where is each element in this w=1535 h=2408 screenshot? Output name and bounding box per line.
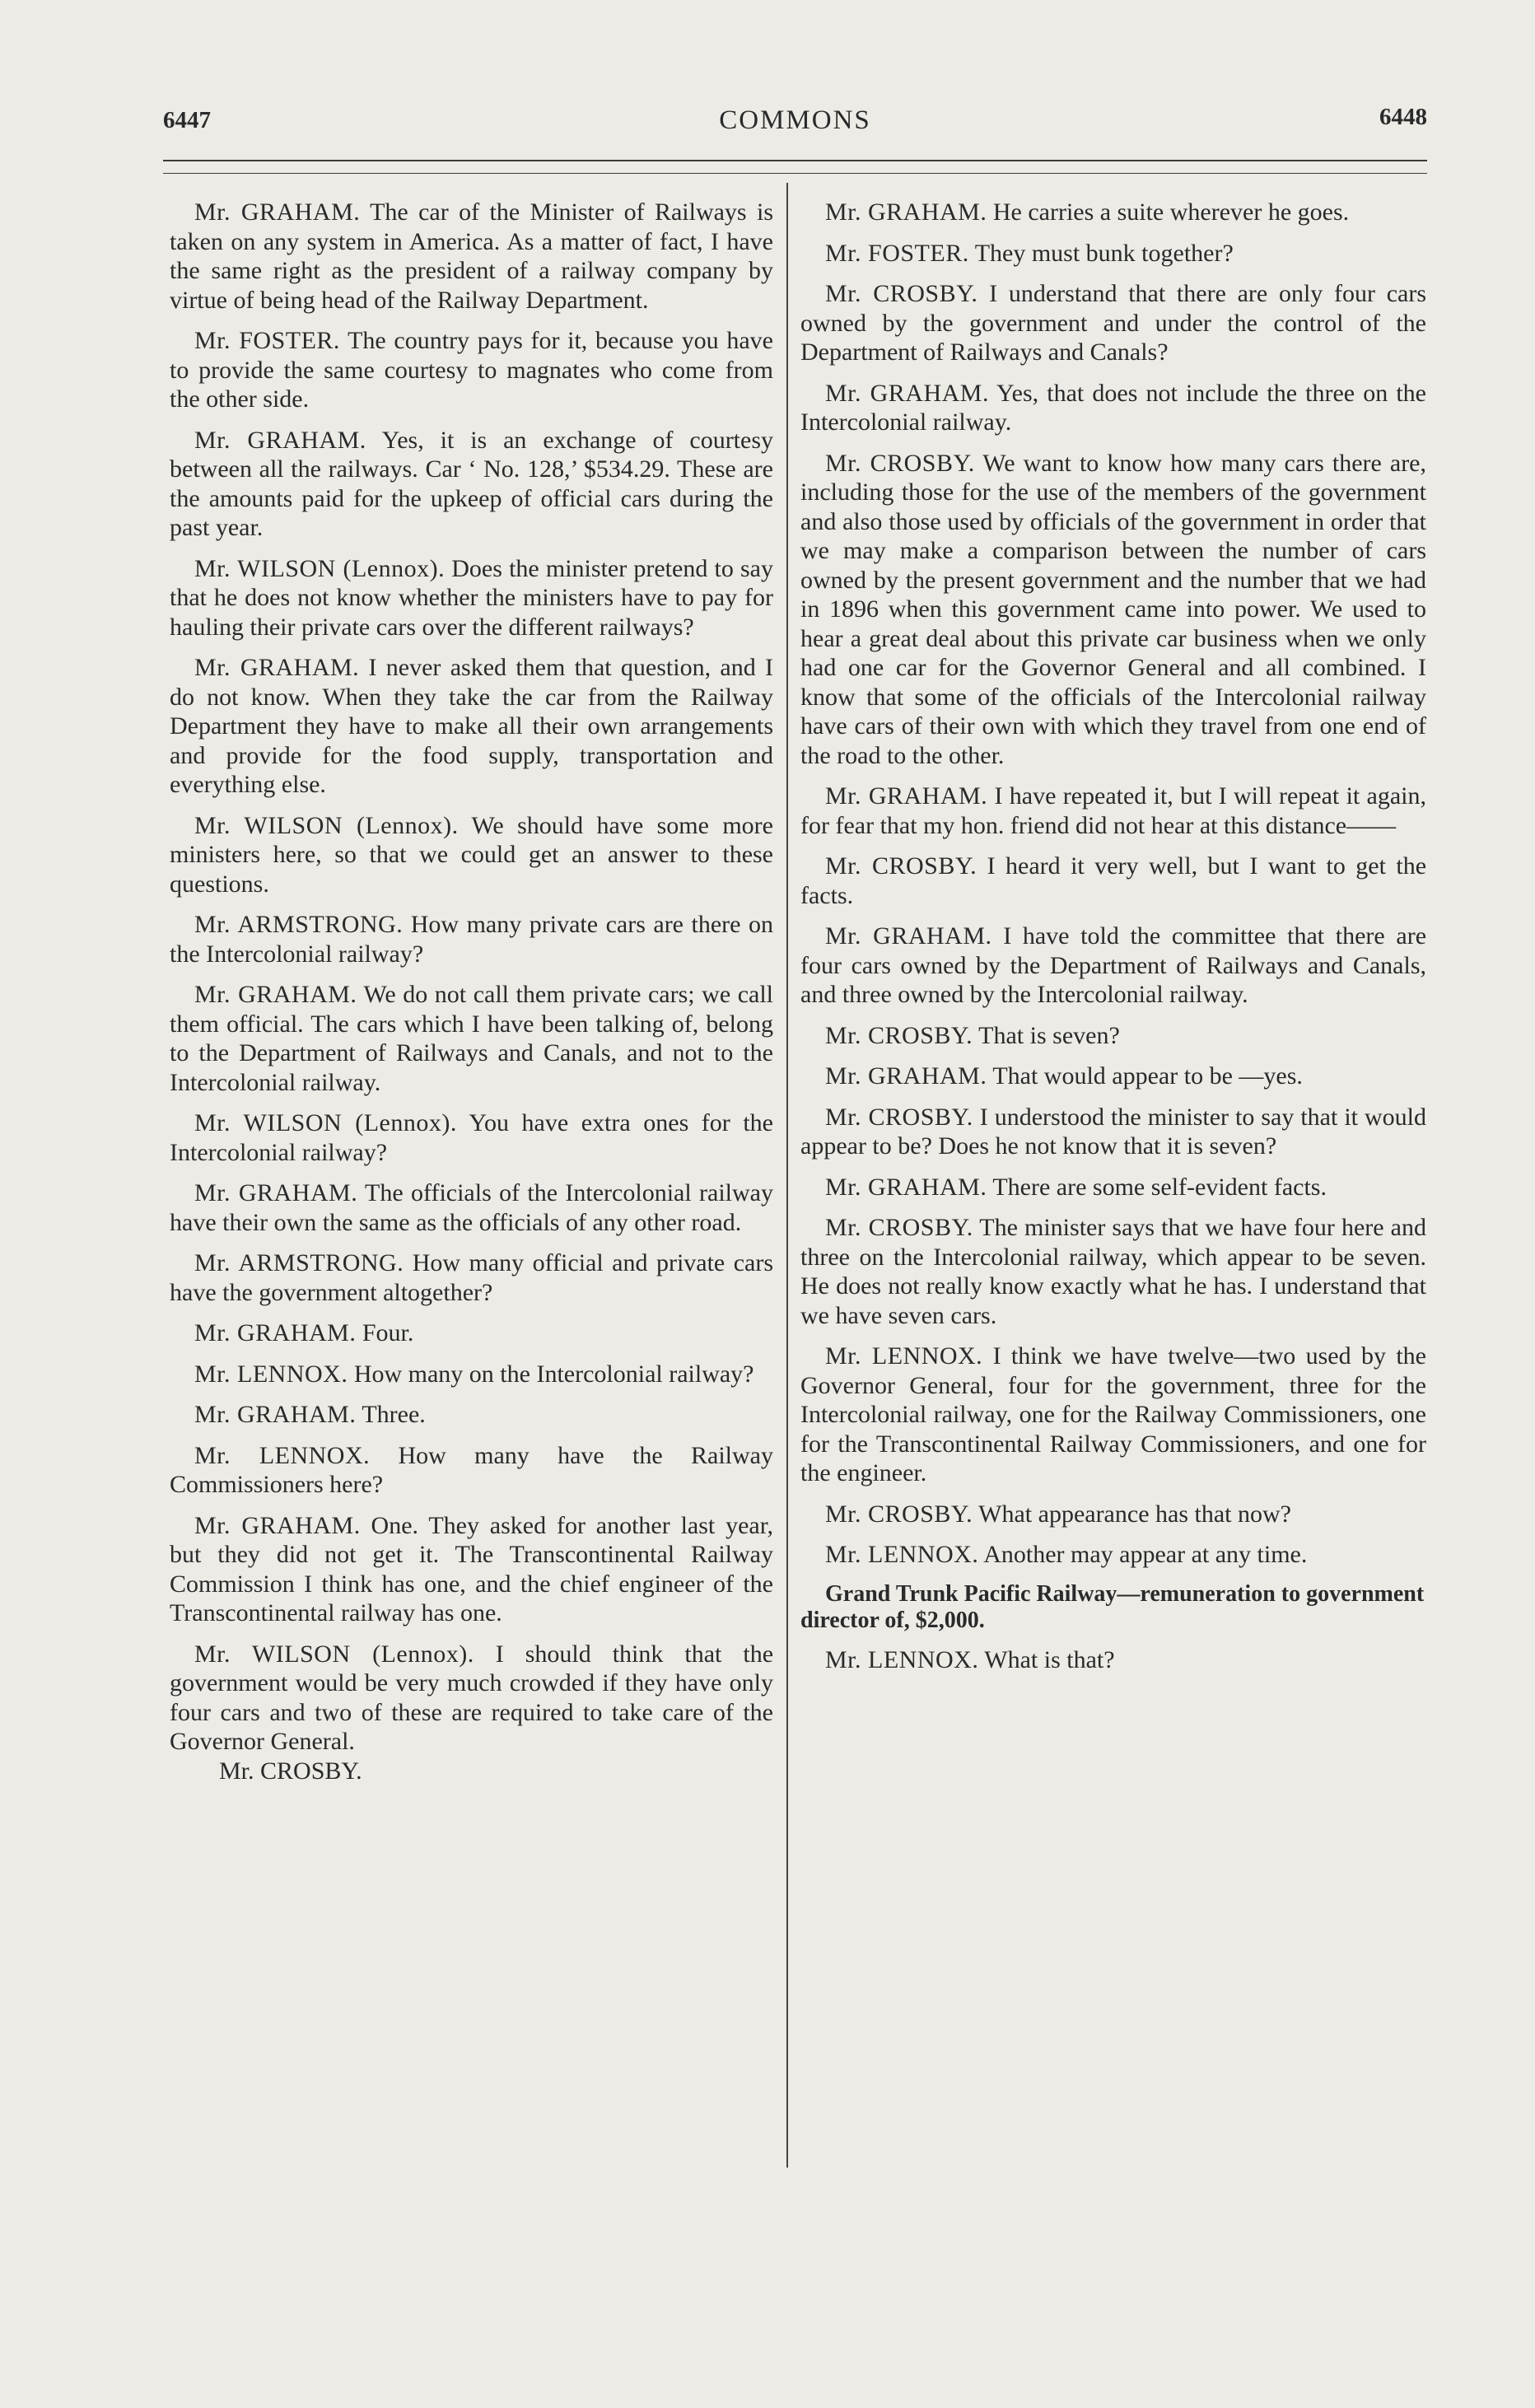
- speaker-name: Mr. GRAHAM.: [194, 981, 357, 1008]
- speech-paragraph: [170, 980, 773, 1097]
- speaker-name: Mr. GRAHAM.: [825, 1173, 987, 1201]
- speech-paragraph: [170, 426, 773, 543]
- speech-paragraph: [170, 811, 773, 899]
- speech-text: We want to know how many cars there are, including those for the use of the members of the government and also those used by officials of the government in order that we may make a comparison between the number of cars owned by the present government and the number that we had in 1896 when this government came into power. We used to hear a great deal about this private car business when we only had one car for the Governor General and all combined. I know that some of the officials of the Intercolonial railway have cars of their own with which they travel from one end of the road to the other.: [800, 449, 1427, 769]
- speech-paragraph: [800, 1173, 1426, 1202]
- speech-paragraph: [800, 1342, 1426, 1488]
- speech-text: I think we have twelve—two used by the Governor General, four for the government, three for the Intercolonial railway, one for the Railway Commissioners, one for the Transcontinental Railway Commissioners, and one for the engineer.: [800, 1342, 1426, 1486]
- speech-paragraph: [170, 1511, 773, 1628]
- speech-paragraph: [800, 782, 1426, 840]
- speaker-name: Mr. LENNOX.: [825, 1342, 983, 1370]
- speech-paragraph: [800, 279, 1426, 367]
- speaker-name: Mr. CROSBY.: [825, 1103, 973, 1131]
- speaker-name: Mr. ARMSTRONG.: [194, 1249, 404, 1276]
- speech-text: How many official and private cars have the government altogether?: [170, 1249, 774, 1306]
- speaker-name: Mr. CROSBY.: [825, 1500, 973, 1528]
- speech-paragraph: [170, 1178, 773, 1237]
- speech-text: What is that?: [984, 1645, 1115, 1673]
- speech-paragraph: [800, 379, 1426, 437]
- section-heading: Grand Trunk Pacific Railway—remuneration to government director of, $2,000.: [800, 1580, 1425, 1633]
- speech-text: What appearance has that now?: [978, 1500, 1291, 1528]
- right-page-number: 6448: [1379, 104, 1427, 130]
- speech-text: How many private cars are there on the Intercolonial railway?: [170, 911, 773, 968]
- speech-text: I have repeated it, but I will repeat it again, for fear that my hon. friend did not hear at this distance——: [800, 782, 1427, 839]
- speech-text: The car of the Minister of Railways is taken on any system in America. As a matter of fact, I have the same right as the president of a railway company by virtue of being head of the Railway Department.: [170, 198, 773, 314]
- speech-paragraph: [800, 1645, 1426, 1675]
- speaker-name: Mr. GRAHAM.: [194, 1401, 357, 1428]
- speech-text: The country pays for it, because you have to provide the same courtesy to magnates who come from the other side.: [170, 327, 773, 413]
- speaker-name: Mr. FOSTER.: [194, 327, 340, 354]
- speech-text: I understand that there are only four cars owned by the government and under the control of the Department of Railways and Canals?: [800, 280, 1427, 366]
- header-rule-secondary: [163, 173, 1427, 174]
- page-title: COMMONS: [719, 105, 871, 135]
- speaker-name: Mr. LENNOX.: [194, 1360, 348, 1388]
- speech-text: We should have some more ministers here, so that we could get an answer to these questions.: [170, 811, 773, 898]
- speech-text: How many have the Railway Commissioners here?: [170, 1441, 773, 1498]
- speaker-name: Mr. GRAHAM.: [825, 198, 987, 226]
- speech-text: I have told the committee that there are four cars owned by the Department of Railways and Canals, and three owned by the Intercolonial railway.: [800, 922, 1427, 1008]
- page-header: [163, 97, 1427, 138]
- speech-text: How many on the Intercolonial railway?: [353, 1360, 754, 1388]
- speaker-name: Mr. GRAHAM.: [825, 922, 992, 950]
- speaker-name: Mr. GRAHAM.: [825, 379, 989, 407]
- speech-paragraph: [170, 1400, 773, 1430]
- speaker-name: Mr. WILSON (Lennox).: [194, 1640, 474, 1668]
- right-column: [800, 198, 1426, 1686]
- speaker-name: Mr. CROSBY.: [825, 280, 978, 307]
- speech-text: They must bunk together?: [974, 239, 1234, 267]
- speech-paragraph: [170, 326, 773, 414]
- speech-text: The officials of the Intercolonial railway have their own the same as the officials of any other road.: [170, 1179, 773, 1236]
- column-divider: [786, 183, 788, 2168]
- speech-paragraph: [170, 1318, 773, 1348]
- speech-text: The minister says that we have four here and three on the Intercolonial railway, which appear to be seven. He does not really know exactly what he has. I understand that we have seven cars.: [800, 1214, 1426, 1329]
- speech-paragraph: [170, 653, 773, 800]
- speech-paragraph: [170, 1360, 773, 1389]
- speech-paragraph: [170, 1108, 773, 1167]
- speaker-name: Mr. ARMSTRONG.: [194, 911, 404, 938]
- speech-paragraph: [170, 1248, 773, 1307]
- speech-paragraph: [800, 852, 1426, 910]
- left-column: [170, 198, 773, 1785]
- speaker-name: Mr. CROSBY.: [825, 852, 977, 880]
- speaker-name: Mr. LENNOX.: [825, 1541, 979, 1568]
- speech-paragraph: [800, 1500, 1426, 1529]
- speech-text: That is seven?: [978, 1021, 1120, 1049]
- speech-paragraph: [170, 910, 773, 968]
- trailing-speaker-name: Mr. CROSBY.: [219, 1757, 362, 1785]
- speech-text: He carries a suite wherever he goes.: [992, 198, 1350, 226]
- speech-paragraph: [800, 1213, 1426, 1330]
- speech-paragraph: [170, 1640, 773, 1757]
- speaker-name: Mr. GRAHAM.: [194, 654, 360, 681]
- speech-text: I never asked them that question, and I do not know. When they take the car from the Railway Department they have to make all their own arrangements and provide for the food supply, transportation and everything else.: [170, 654, 774, 798]
- speech-text: Does the minister pretend to say that he does not know whether the ministers have to pay for hauling their private cars over the different railways?: [170, 554, 773, 641]
- speech-paragraph: [800, 239, 1426, 268]
- speech-paragraph: [800, 1021, 1426, 1051]
- speaker-name: Mr. WILSON (Lennox).: [194, 1109, 457, 1136]
- speaker-name: Mr. LENNOX.: [825, 1645, 979, 1673]
- speech-text: I understood the minister to say that it would appear to be? Does he not know that it is seven?: [800, 1103, 1427, 1160]
- speech-text: I should think that the government would be very much crowded if they have only four cars and two of these are required to take care of the Governor General.: [170, 1640, 774, 1755]
- speaker-name: Mr. GRAHAM.: [194, 1511, 361, 1539]
- speaker-name: Mr. GRAHAM.: [194, 198, 361, 226]
- speech-paragraph: [800, 449, 1426, 771]
- speech-paragraph: [800, 1103, 1426, 1161]
- speaker-name: Mr. WILSON (Lennox).: [194, 554, 446, 582]
- speech-text: That would appear to be —yes.: [992, 1062, 1303, 1090]
- left-page-number: 6447: [163, 107, 211, 133]
- speech-paragraph: [170, 554, 773, 642]
- speech-paragraph: [800, 922, 1426, 1010]
- speaker-name: Mr. FOSTER.: [825, 239, 969, 267]
- speech-text: There are some self-evident facts.: [992, 1173, 1327, 1201]
- speech-paragraph: [170, 198, 773, 315]
- speech-paragraph: [800, 1540, 1426, 1570]
- speech-paragraph: [800, 1062, 1426, 1091]
- speech-text: Another may appear at any time.: [983, 1541, 1308, 1568]
- speech-text: I heard it very well, but I want to get the facts.: [800, 852, 1427, 909]
- speaker-name: Mr. WILSON (Lennox).: [194, 811, 459, 839]
- speech-paragraph: [170, 1441, 773, 1500]
- speaker-name: Mr. GRAHAM.: [194, 426, 366, 454]
- speaker-name: Mr. GRAHAM.: [194, 1319, 357, 1346]
- speech-text: You have extra ones for the Intercolonial railway?: [170, 1109, 773, 1166]
- speaker-name: Mr. CROSBY.: [825, 1021, 973, 1049]
- speech-paragraph: [800, 198, 1426, 227]
- speech-text: Yes, that does not include the three on the Intercolonial railway.: [800, 379, 1426, 436]
- speech-text: One. They asked for another last year, but they did not get it. The Transcontinental Railway Commission I think has one, and the chief engineer of the Transcontinental railway has one.: [170, 1511, 773, 1626]
- speaker-name: Mr. CROSBY.: [825, 449, 975, 477]
- speaker-name: Mr. GRAHAM.: [194, 1179, 358, 1206]
- speech-text: We do not call them private cars; we call them official. The cars which I have been talking of, belong to the Department of Railways and Canals, and not to the Intercolonial railway.: [170, 981, 773, 1096]
- header-rule: [163, 160, 1427, 161]
- speaker-name: Mr. GRAHAM.: [825, 1062, 987, 1090]
- speaker-name: Mr. GRAHAM.: [825, 782, 988, 810]
- speaker-name: Mr. CROSBY.: [825, 1214, 973, 1241]
- speaker-name: Mr. LENNOX.: [194, 1441, 371, 1469]
- speech-text: Yes, it is an exchange of courtesy between all the railways. Car ‘ No. 128,’ $534.29. These are the amounts paid for the upkeep of official cars during the past year.: [170, 426, 774, 541]
- speech-text: Three.: [362, 1401, 426, 1428]
- speech-text: Four.: [362, 1319, 414, 1346]
